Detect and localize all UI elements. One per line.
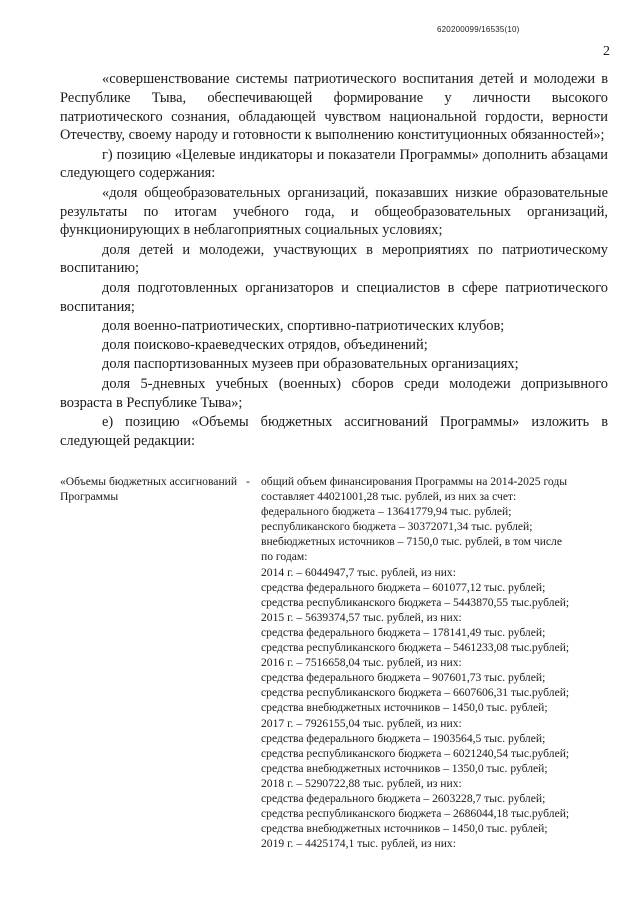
funding-line: 2016 г. – 7516658,04 тыс. рублей, из них: xyxy=(261,656,462,670)
funding-line: республиканского бюджета – 30372071,34 тыс. рублей; xyxy=(261,520,533,534)
funding-line: средства республиканского бюджета – 6607606,31 тыс.рублей; xyxy=(261,686,570,700)
funding-line: средства федерального бюджета – 178141,49 тыс. рублей; xyxy=(261,625,546,639)
paragraph-indicator-museums: доля паспортизованных музеев при образовательных организациях; xyxy=(102,356,519,373)
funding-line: средства республиканского бюджета – 5461233,08 тыс.рублей; xyxy=(261,641,570,655)
funding-line: 2019 г. – 4425174,1 тыс. рублей, из них: xyxy=(261,837,456,851)
paragraph-goal-wording: «совершенствование системы патриотического воспитания детей и молодежи в Республике Тыва, обеспечивающей формирование у личности высокого патриотического сознания, обладающей чувством национальной гордости, верности Отечеству, своему народу и готовности к выполнению конституционных обязанностей»; xyxy=(60,71,608,144)
funding-line: средства республиканского бюджета – 5443870,55 тыс.рублей; xyxy=(261,595,570,609)
paragraph-indicator-youth: доля детей и молодежи, участвующих в мероприятиях по патриотическому воспитанию; xyxy=(60,241,608,277)
paragraph-indicator-search-teams: доля поисково-краеведческих отрядов, объединений; xyxy=(102,337,428,354)
document-body xyxy=(60,70,608,451)
funding-line: средства внебюджетных источников – 1450,0 тыс. рублей; xyxy=(261,822,548,836)
funding-line: 2014 г. – 6044947,7 тыс. рублей, из них: xyxy=(261,565,456,579)
funding-line: общий объем финансирования Программы на 2014-2025 годы xyxy=(261,475,568,488)
funding-line: внебюджетных источников – 7150,0 тыс. рублей, в том числе xyxy=(261,535,562,549)
paragraph-amendment-e: е) позицию «Объемы бюджетных ассигнований Программы» изложить в следующей редакции: xyxy=(60,413,608,449)
funding-line: 2018 г. – 5290722,88 тыс. рублей, из них: xyxy=(261,776,462,790)
paragraph-indicator-schools: «доля общеобразовательных организаций, показавших низкие образовательные результаты по итогам учебного года, и общеобразовательных организаций, функционирующих в неблагоприятных социальных условиях; xyxy=(60,184,608,239)
funding-line: средства внебюджетных источников – 1450,0 тыс. рублей; xyxy=(261,701,548,715)
paragraph-indicator-specialists: доля подготовленных организаторов и специалистов в сфере патриотического воспитания; xyxy=(60,279,608,315)
funding-line: составляет 44021001,28 тыс. рублей, из них за счет: xyxy=(261,490,517,504)
funding-line: средства республиканского бюджета – 2686044,18 тыс.рублей; xyxy=(261,807,570,821)
funding-line: средства федерального бюджета – 2603228,7 тыс. рублей; xyxy=(261,791,546,805)
paragraph-indicator-training-camps: доля 5-дневных учебных (военных) сборов среди молодежи допризывного возраста в Республике Тыва»; xyxy=(60,375,608,411)
funding-line: федерального бюджета – 13641779,94 тыс. рублей; xyxy=(261,505,512,519)
funding-line: средства федерального бюджета – 1903564,5 тыс. рублей; xyxy=(261,731,546,745)
funding-line: средства федерального бюджета – 601077,12 тыс. рублей; xyxy=(261,580,546,594)
page-number: 2 xyxy=(603,44,610,59)
funding-dash: - xyxy=(246,475,250,488)
funding-line: средства внебюджетных источников – 1350,0 тыс. рублей; xyxy=(261,761,548,775)
funding-list xyxy=(261,474,616,851)
funding-line: по годам: xyxy=(261,550,308,564)
paragraph-indicator-clubs: доля военно-патриотических, спортивно-патриотических клубов; xyxy=(102,317,505,334)
funding-line: 2017 г. – 7926155,04 тыс. рублей, из них: xyxy=(261,716,462,730)
document-id: 620200099/16535(10) xyxy=(437,25,520,34)
funding-line: средства республиканского бюджета – 6021240,54 тыс.рублей; xyxy=(261,746,570,760)
funding-line: 2015 г. – 5639374,57 тыс. рублей, из них: xyxy=(261,610,462,624)
funding-label: «Объемы бюджетных ассигнований Программы xyxy=(60,475,238,504)
funding-line: средства федерального бюджета – 907601,73 тыс. рублей; xyxy=(261,671,546,685)
paragraph-amendment-g: г) позицию «Целевые индикаторы и показатели Программы» дополнить абзацами следующего содержания: xyxy=(60,146,608,182)
